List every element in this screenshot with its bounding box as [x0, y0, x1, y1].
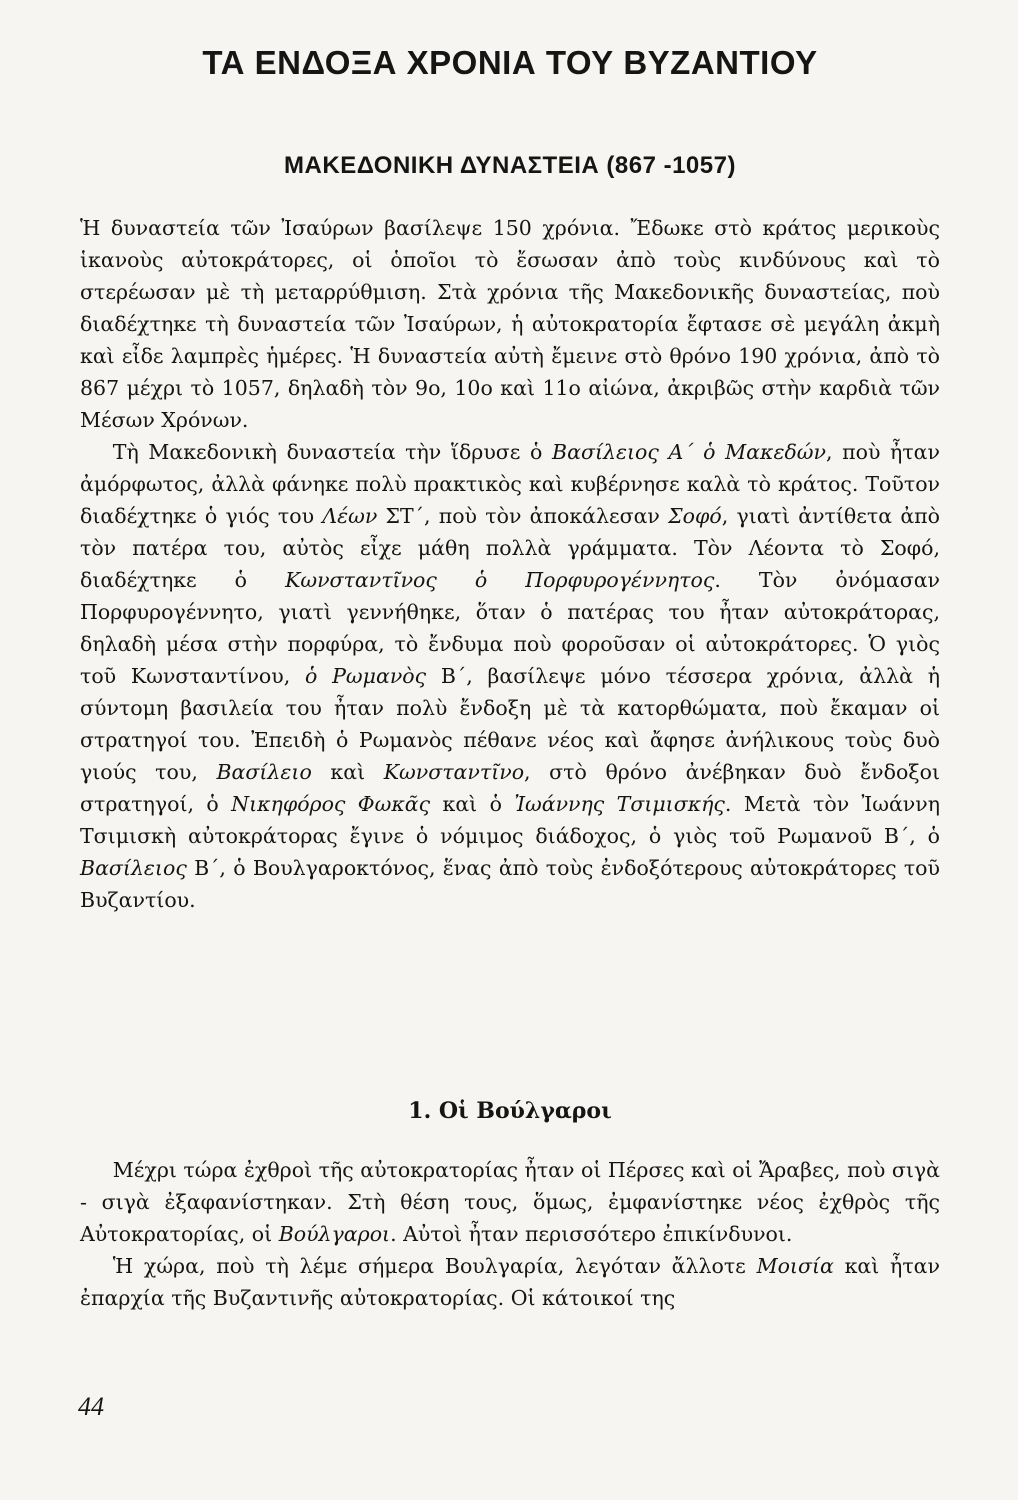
chapter-title: ΜΑΚΕΔΟΝΙΚΗ ΔΥΝΑΣΤΕΙΑ (867 -1057) [284, 152, 736, 179]
chapter-intro [80, 212, 940, 916]
book-title: ΤΑ ΕΝΔΟΞΑ ΧΡΟΝΙΑ ΤΟΥ ΒΥΖΑΝΤΙΟΥ [202, 44, 818, 81]
intro-paragraph-2: Τὴ Μακεδονικὴ δυναστεία τὴν ἵδρυσε ὁ Βασίλειος Α΄ ὁ Μακεδών, ποὺ ἦταν ἀμόρφωτος, ἀλλὰ φάνηκε πολὺ πρακτικὸς καὶ κυβέρνησε καλὰ τὸ κράτος. Τοῦτον διαδέχτηκε ὁ γιός του Λέων ΣΤ΄, ποὺ τὸν ἀποκάλεσαν Σοφό, γιατὶ ἀντίθετα ἀπὸ τὸν πατέρα του, αὐτὸς εἶχε μάθη πολλὰ γράμματα. Τὸν Λέοντα τὸ Σοφό, διαδέχτηκε ὁ Κωνσταντῖνος ὁ Πορφυρογέννητος. Τὸν ὀνόμασαν Πορφυρογέννητο, γιατὶ γεννήθηκε, ὅταν ὁ πατέρας του ἦταν αὐτοκράτορας, δηλαδὴ μέσα στὴν πορφύρα, τὸ ἔνδυμα ποὺ φοροῦσαν οἱ αὐτοκράτορες. Ὁ γιὸς τοῦ Κωνσταντίνου, ὁ Ρωμανὸς Β΄, βασίλεψε μόνο τέσσερα χρόνια, ἀλλὰ ἡ σύντομη βασιλεία του ἦταν πολὺ ἔνδοξη μὲ τὰ κατορθώματα, ποὺ ἔκαμαν οἱ στρατηγοί του. Ἐπειδὴ ὁ Ρωμανὸς πέθανε νέος καὶ ἄφησε ἀνήλικους τοὺς δυὸ γιούς του, Βασίλειο καὶ Κωνσταντῖνο, στὸ θρόνο ἀνέβηκαν δυὸ ἔνδοξοι στρατηγοί, ὁ Νικηφόρος Φωκᾶς καὶ ὁ Ἰωάννης Τσιμισκής. Μετὰ τὸν Ἰωάννη Τσιμισκὴ αὐτοκράτορας ἔγινε ὁ νόμιμος διάδοχος, ὁ γιὸς τοῦ Ρωμανοῦ Β΄, ὁ Βασίλειος Β΄, ὁ Βουλγαροκτόνος, ἕνας ἀπὸ τοὺς ἐνδοξότερους αὐτοκράτορες τοῦ Βυζαντίου. [80, 440, 941, 912]
section-body [80, 1154, 940, 1314]
intro-paragraph-1: Ἡ δυναστεία τῶν Ἰσαύρων βασίλεψε 150 χρόνια. Ἔδωκε στὸ κράτος μερικοὺς ἱκανοὺς αὐτοκράτορες, οἱ ὁποῖοι τὸ ἔσωσαν ἀπὸ τοὺς κινδύνους καὶ τὸ στερέωσαν μὲ τὴ μεταρρύθμιση. Στὰ χρόνια τῆς Μακεδονικῆς δυναστείας, ποὺ διαδέχτηκε τὴ δυναστεία τῶν Ἰσαύρων, ἡ αὐτοκρατορία ἔφτασε σὲ μεγάλη ἀκμὴ καὶ εἶδε λαμπρὲς ἡμέρες. Ἡ δυναστεία αὐτὴ ἔμεινε στὸ θρόνο 190 χρόνια, ἀπὸ τὸ 867 μέχρι τὸ 1057, δηλαδὴ τὸν 9ο, 10ο καὶ 11ο αἰώνα, ἀκριβῶς στὴν καρδιὰ τῶν Μέσων Χρόνων. [80, 216, 940, 432]
section-paragraph-2: Ἡ χώρα, ποὺ τὴ λέμε σήμερα Βουλγαρία, λεγόταν ἄλλοτε Μοισία καὶ ἦταν ἐπαρχία τῆς Βυζαντινῆς αὐτοκρατορίας. Οἱ κάτοικοί της [80, 1254, 940, 1310]
page-number: 44 [78, 1392, 104, 1421]
section-title: 1. Οἱ Βούλγαροι [408, 1098, 612, 1124]
section-paragraph-1: Μέχρι τώρα ἐχθροὶ τῆς αὐτοκρατορίας ἦταν οἱ Πέρσες καὶ οἱ Ἄραβες, ποὺ σιγὰ - σιγὰ ἐξαφανίστηκαν. Στὴ θέση τους, ὅμως, ἐμφανίστηκε νέος ἐχθρὸς τῆς Αὐτοκρατορίας, οἱ Βούλγαροι. Αὐτοὶ ἦταν περισσότερο ἐπικίνδυνοι. [80, 1158, 941, 1246]
